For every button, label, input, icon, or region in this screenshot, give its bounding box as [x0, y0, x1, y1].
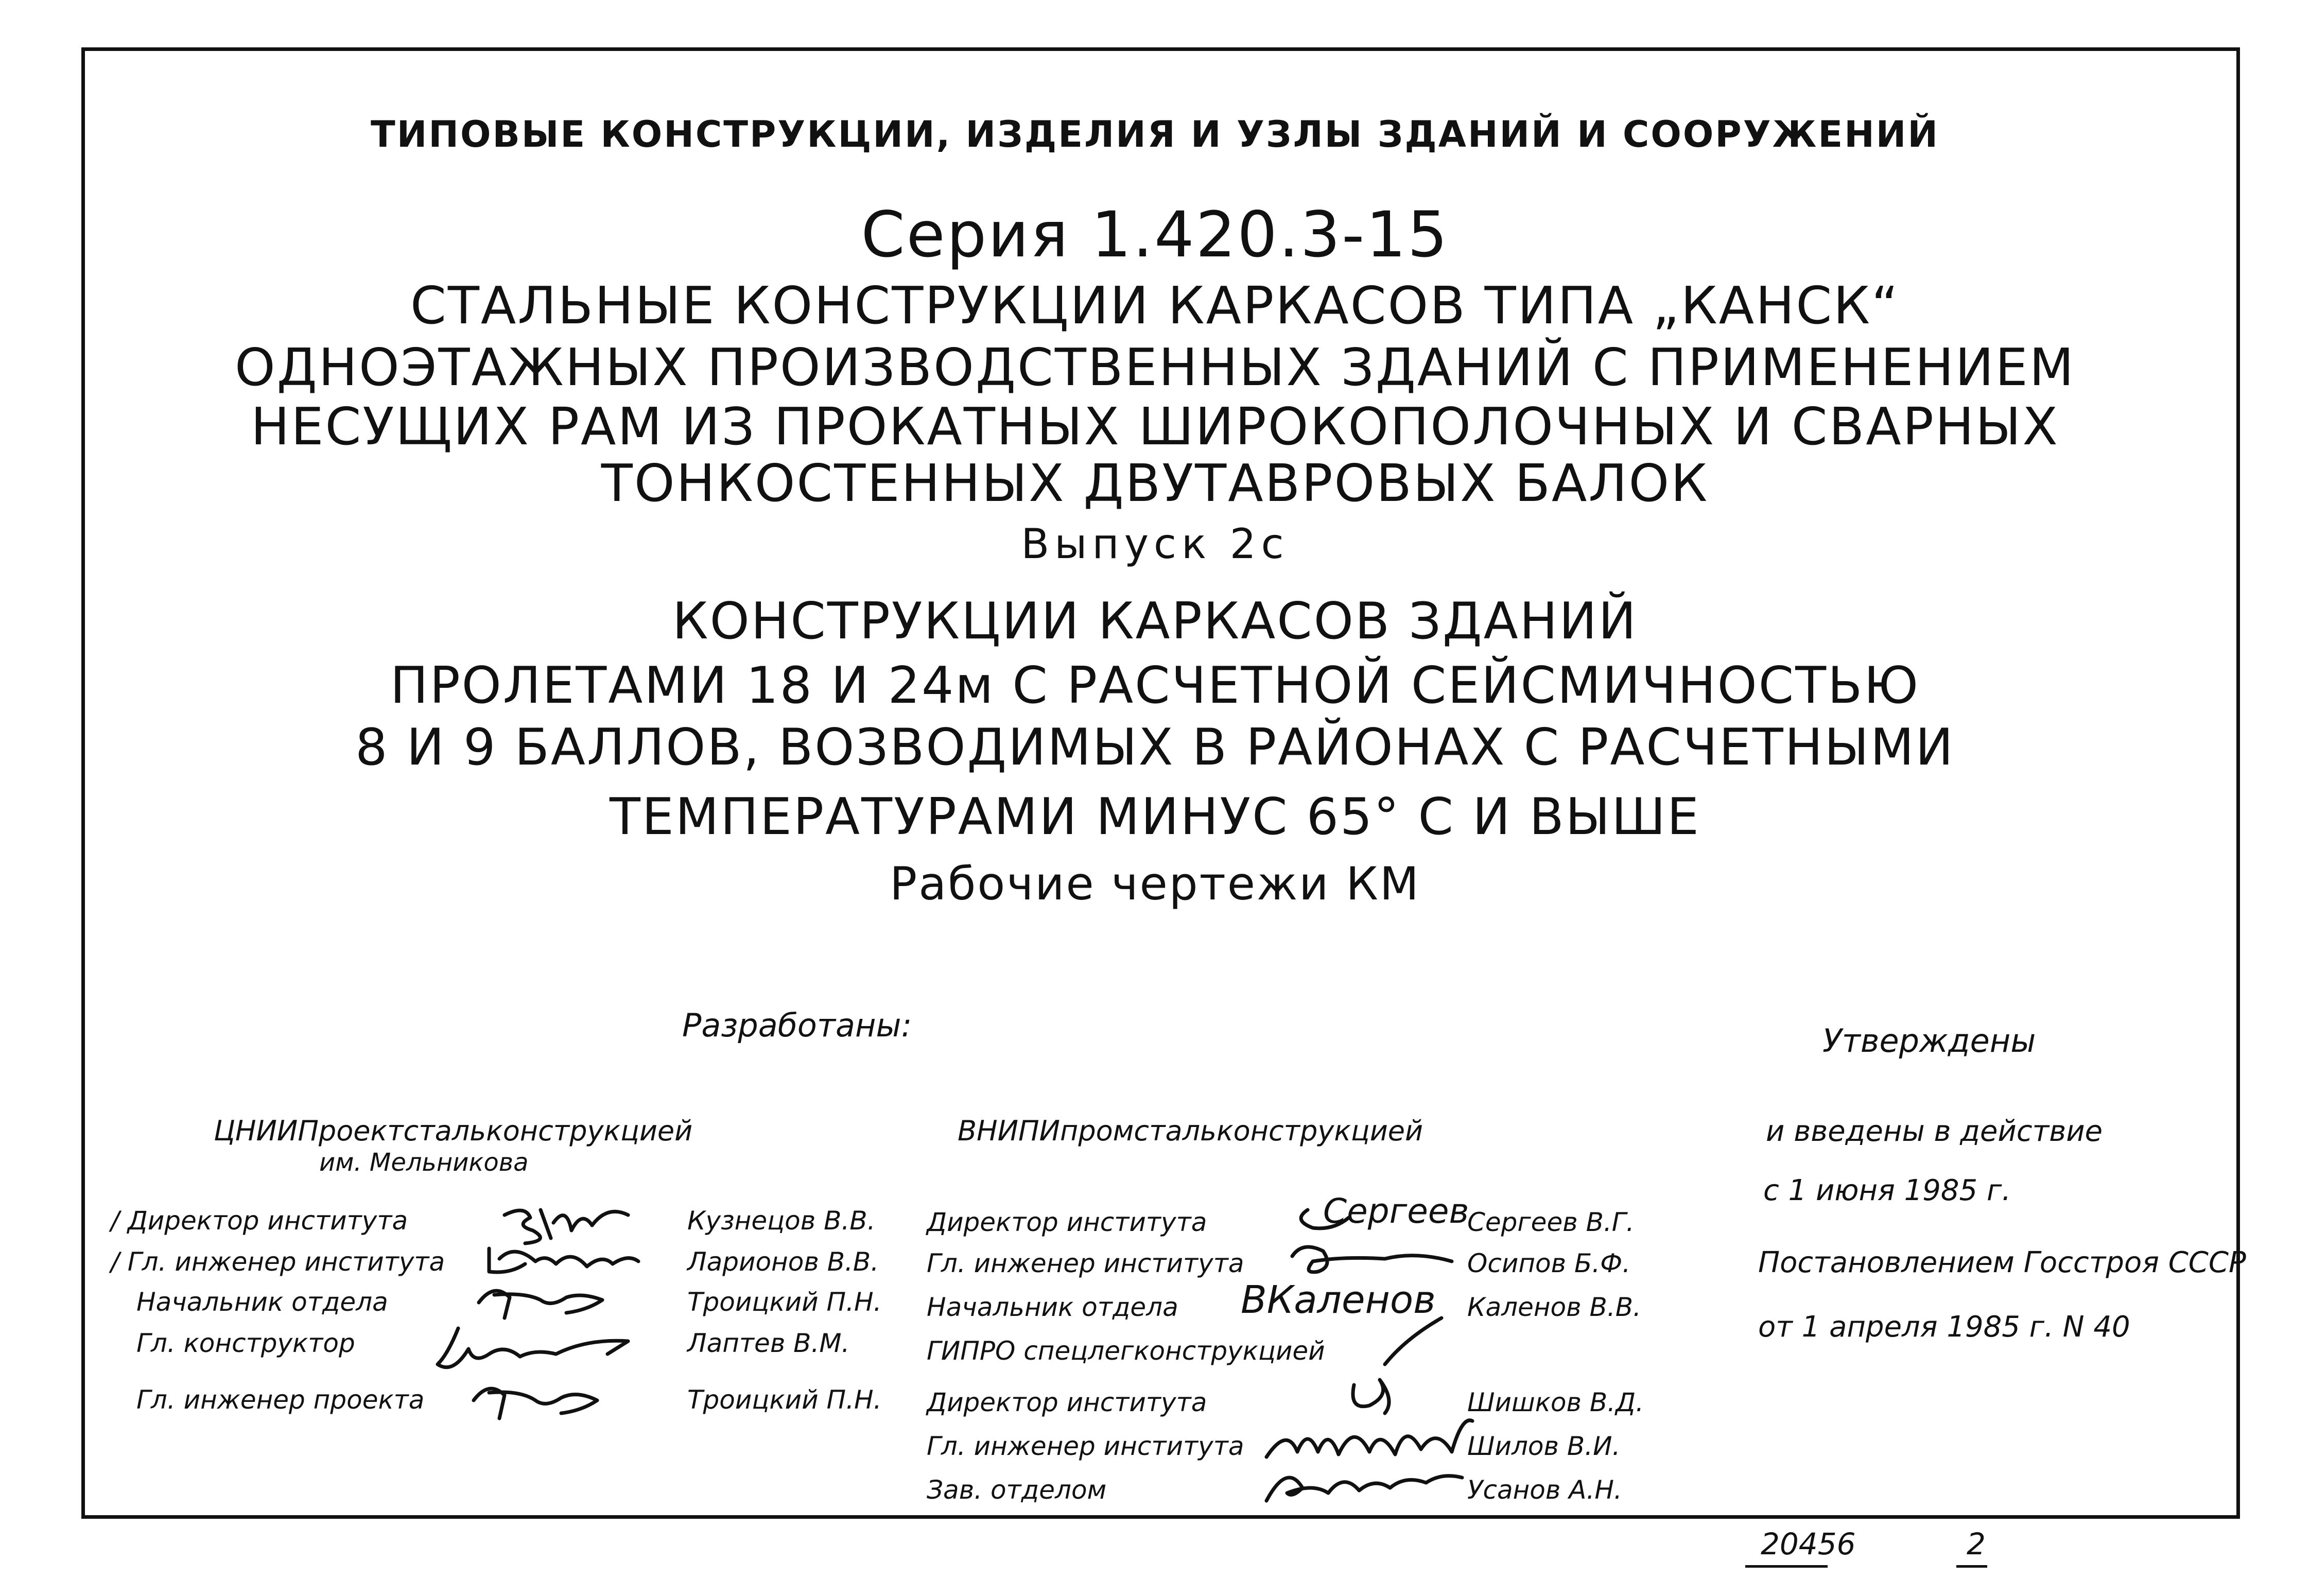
role-left: Начальник отдела — [136, 1287, 388, 1317]
signature-troitsky-2 — [458, 1369, 618, 1426]
role-right: Гл. инженер института — [927, 1431, 1244, 1461]
title-line: ОДНОЭТАЖНЫХ ПРОИЗВОДСТВЕННЫХ ЗДАНИЙ С ПРИМЕНЕНИЕМ — [234, 337, 2076, 397]
signature-sergeev-text: Сергеев — [1323, 1191, 1469, 1231]
role-right: Зав. отделом — [927, 1475, 1107, 1505]
org-left-name: ЦНИИПроектстальконструкцией — [214, 1115, 693, 1147]
page-number-underline — [1956, 1565, 1987, 1568]
person-right: Сергеев В.Г. — [1467, 1207, 1635, 1237]
approved-title: Утверждены — [1822, 1022, 2036, 1060]
subtitle-line: ПРОЛЕТАМИ 18 И 24м С РАСЧЕТНОЙ СЕЙСМИЧНОСТЬЮ — [390, 656, 1920, 715]
series-label: ТИПОВЫЕ КОНСТРУКЦИИ, ИЗДЕЛИЯ И УЗЛЫ ЗДАНИЙ И СООРУЖЕНИЙ — [371, 113, 1939, 155]
approved-line: Постановлением Госстроя СССР — [1758, 1246, 2246, 1279]
role-left: / Директор института — [111, 1206, 408, 1236]
doc-number: 20456 — [1761, 1526, 1856, 1562]
person-left: Лаптев В.М. — [687, 1328, 850, 1358]
person-left: Троицкий П.Н. — [687, 1385, 882, 1415]
title-line: СТАЛЬНЫЕ КОНСТРУКЦИИ КАРКАСОВ ТИПА „КАНСК“ — [410, 275, 1900, 336]
org-left-name-2: им. Мельникова — [319, 1148, 529, 1177]
page-number: 2 — [1967, 1526, 1986, 1562]
subtitle-line: КОНСТРУКЦИИ КАРКАСОВ ЗДАНИЙ — [672, 592, 1638, 651]
person-right: Осипов Б.Ф. — [1467, 1248, 1631, 1278]
org-right-name: ВНИПИпромстальконструкцией — [958, 1115, 1423, 1147]
approved-line: и введены в действие — [1766, 1115, 2103, 1148]
signature-kalenov-text: ВКаленов — [1241, 1278, 1436, 1322]
role-left: Гл. инженер проекта — [136, 1385, 425, 1415]
sub-org-name: ГИПРО спецлегконструкцией — [927, 1336, 1325, 1366]
role-right: Директор института — [927, 1207, 1207, 1237]
approved-line: от 1 апреля 1985 г. N 40 — [1758, 1310, 2130, 1344]
role-right: Начальник отдела — [927, 1292, 1178, 1322]
role-right: Гл. инженер института — [927, 1248, 1244, 1278]
signature-usanov — [1256, 1452, 1483, 1514]
person-right: Шишков В.Д. — [1467, 1387, 1644, 1417]
person-right: Усанов А.Н. — [1467, 1475, 1622, 1505]
person-right: Каленов В.В. — [1467, 1292, 1641, 1322]
role-right: Директор института — [927, 1387, 1207, 1417]
role-left: / Гл. инженер института — [111, 1247, 445, 1277]
subtitle-line: ТЕМПЕРАТУРАМИ МИНУС 65° С И ВЫШЕ — [610, 788, 1700, 846]
series-title: Серия 1.420.3-15 — [861, 198, 1449, 271]
issue-label: Выпуск 2с — [1021, 520, 1289, 568]
doc-number-underline — [1745, 1565, 1828, 1568]
person-right: Шилов В.И. — [1467, 1431, 1621, 1461]
developed-label: Разработаны: — [682, 1007, 912, 1044]
approved-line: с 1 июня 1985 г. — [1763, 1174, 2011, 1207]
signature-shishkov — [1323, 1308, 1457, 1421]
role-left: Гл. конструктор — [136, 1328, 355, 1358]
subtitle-line: 8 И 9 БАЛЛОВ, ВОЗВОДИМЫХ В РАЙОНАХ С РАСЧЕТНЫМИ — [355, 718, 1955, 777]
drawings-label: Рабочие чертежи КМ — [890, 857, 1420, 910]
title-line: НЕСУЩИХ РАМ ИЗ ПРОКАТНЫХ ШИРОКОПОЛОЧНЫХ И СВАРНЫХ — [251, 396, 2059, 457]
person-left: Троицкий П.Н. — [687, 1287, 882, 1317]
person-left: Кузнецов В.В. — [687, 1206, 876, 1236]
signature-osipov — [1282, 1236, 1467, 1282]
title-line: ТОНКОСТЕННЫХ ДВУТАВРОВЫХ БАЛОК — [601, 453, 1709, 513]
person-left: Ларионов В.В. — [687, 1247, 879, 1277]
